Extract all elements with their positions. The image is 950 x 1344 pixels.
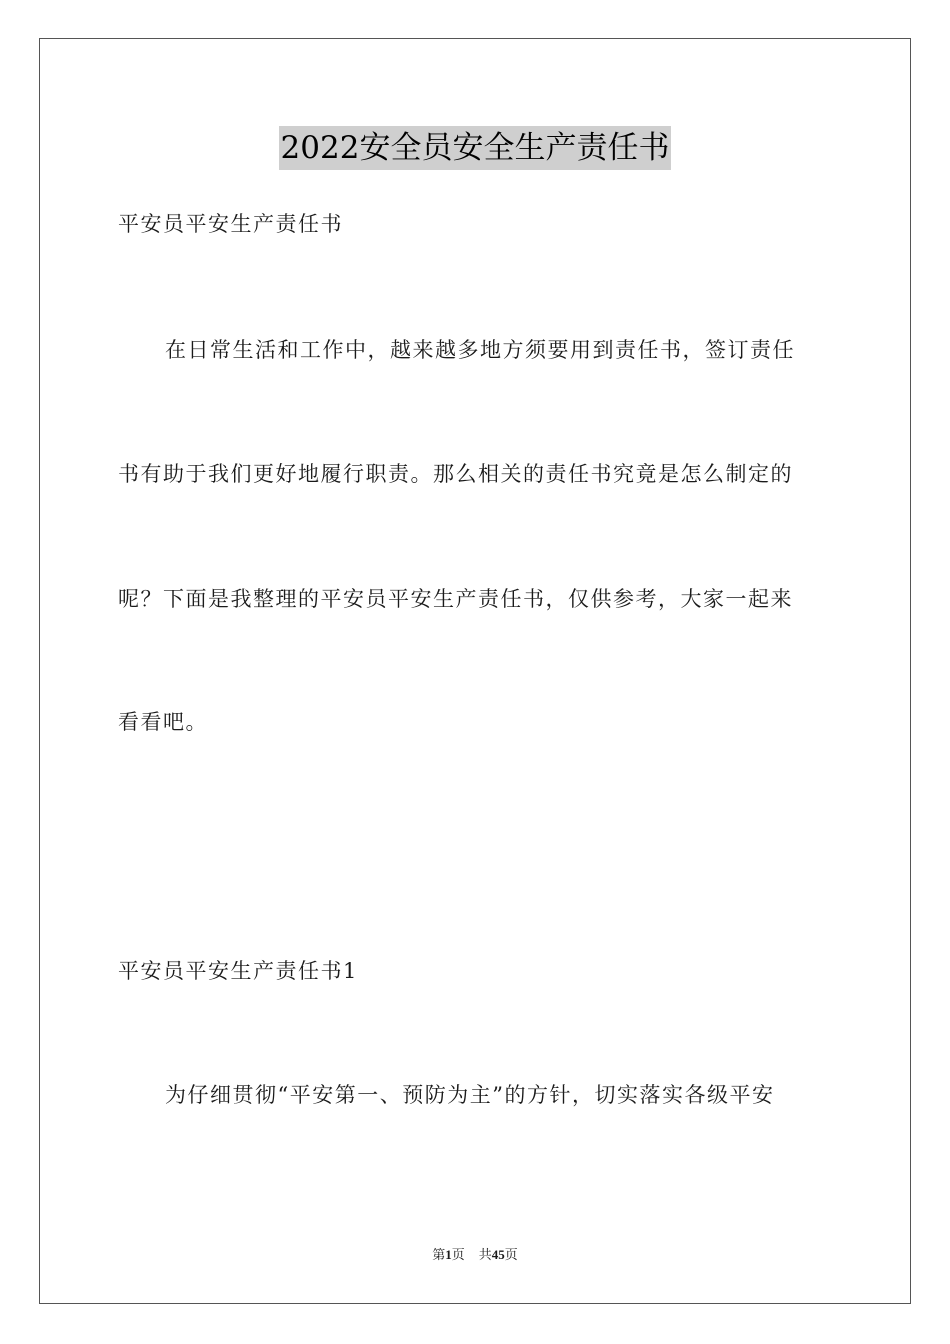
- intro-line-2: 书有助于我们更好地履行职责。那么相关的责任书究竟是怎么制定的: [118, 462, 793, 486]
- document-title: 2022安全员安全生产责任书: [279, 126, 672, 170]
- intro-line-1: 在日常生活和工作中，越来越多地方须要用到责任书，签订责任: [165, 338, 795, 362]
- document-subtitle: 平安员平安生产责任书: [118, 212, 343, 236]
- title-container: [0, 126, 950, 170]
- section-heading: 平安员平安生产责任书1: [118, 959, 358, 983]
- intro-line-3: 呢？下面是我整理的平安员平安生产责任书，仅供参考，大家一起来: [118, 587, 793, 611]
- page-footer: [0, 1246, 950, 1264]
- footer-page-prefix: 第: [432, 1247, 446, 1262]
- footer-total-prefix: 共: [478, 1247, 492, 1262]
- footer-total-pages: 45: [491, 1247, 505, 1262]
- section-line-1: 为仔细贯彻“平安第一、预防为主”的方针，切实落实各级平安: [165, 1083, 775, 1107]
- intro-line-4: 看看吧。: [118, 710, 208, 734]
- footer-page-suffix: 页: [451, 1247, 465, 1262]
- footer-total-suffix: 页: [504, 1247, 518, 1262]
- footer-page-number: 1: [445, 1247, 452, 1262]
